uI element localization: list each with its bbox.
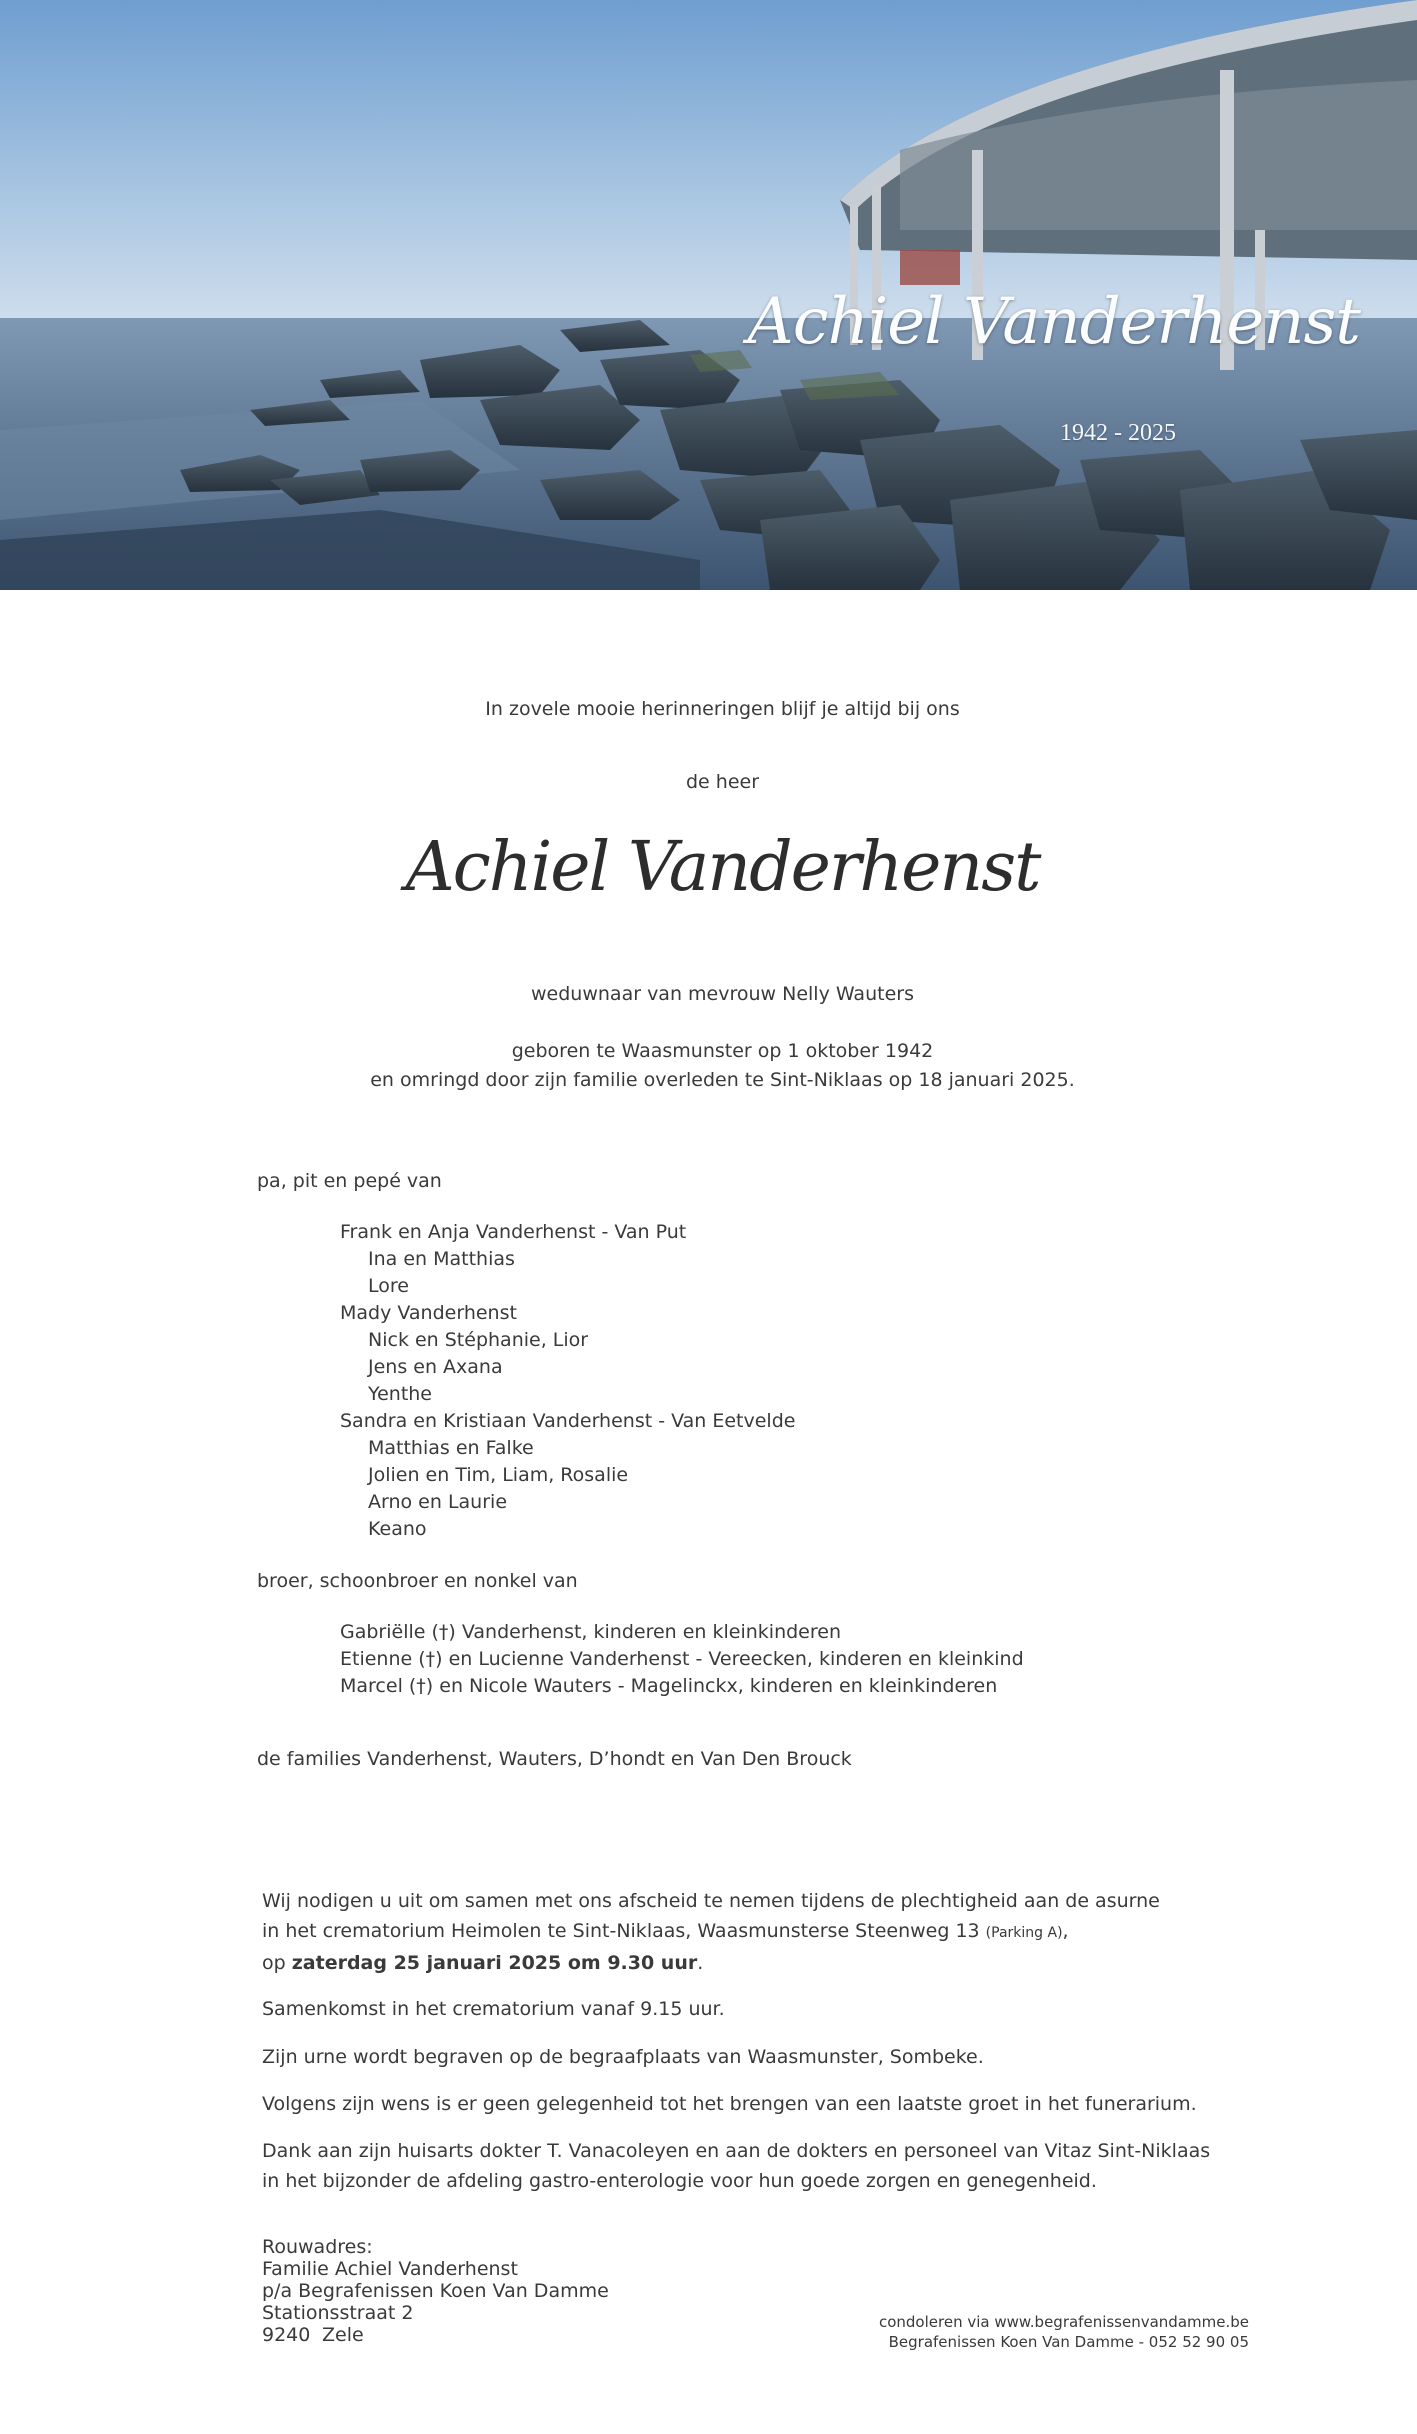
list-item: Keano xyxy=(368,1518,427,1540)
funeral-home-contact: Begrafenissen Koen Van Damme - 052 52 90 05 xyxy=(888,2333,1249,2351)
footer-info xyxy=(879,2312,1249,2352)
thanks-paragraph xyxy=(262,2136,1210,2196)
address-line: Familie Achiel Vanderhenst xyxy=(262,2258,518,2280)
gathering-line: Samenkomst in het crematorium vanaf 9.15 uur. xyxy=(262,1998,725,2020)
address-line: p/a Begrafenissen Koen Van Damme xyxy=(262,2280,609,2302)
deceased-name: Achiel Vanderhenst xyxy=(405,828,1040,907)
thanks-line-2: in het bijzonder de afdeling gastro-enterologie voor hun goede zorgen en genegenheid. xyxy=(262,2170,1097,2192)
children-list xyxy=(340,1219,795,1543)
header-photo xyxy=(0,0,1417,590)
death-line: en omringd door zijn familie overleden te Sint-Niklaas op 18 januari 2025. xyxy=(370,1069,1075,1091)
invitation-line-3: op zaterdag 25 januari 2025 om 9.30 uur. xyxy=(262,1952,704,1974)
salutation: de heer xyxy=(685,771,760,793)
hero-name: Achiel Vanderhenst xyxy=(747,285,1360,359)
address-city: 9240 Zele xyxy=(262,2324,364,2346)
children-heading: pa, pit en pepé van xyxy=(257,1170,442,1192)
widower-line: weduwnaar van mevrouw Nelly Wauters xyxy=(531,983,914,1005)
mourning-address xyxy=(262,2236,609,2346)
list-item: Lore xyxy=(368,1275,409,1297)
list-item: Jolien en Tim, Liam, Rosalie xyxy=(368,1464,629,1486)
address-label: Rouwadres: xyxy=(262,2236,373,2258)
list-item: Ina en Matthias xyxy=(368,1248,515,1270)
thanks-line-1: Dank aan zijn huisarts dokter T. Vanacoleyen en aan de dokters en personeel van Vitaz Sint-Niklaas xyxy=(262,2140,1211,2162)
list-item: Frank en Anja Vanderhenst - Van Put xyxy=(340,1221,687,1243)
invitation-line-2: in het crematorium Heimolen te Sint-Niklaas, Waasmunsterse Steenweg 13 (Parking A), xyxy=(262,1920,1069,1942)
wish-line: Volgens zijn wens is er geen gelegenheid tot het brengen van een laatste groet in het funerarium. xyxy=(262,2093,1197,2115)
hero-years: 1942 - 2025 xyxy=(1060,420,1176,446)
condolence-link[interactable]: condoleren via www.begrafenissenvandamme.be xyxy=(878,2313,1249,2331)
list-item: Marcel (†) en Nicole Wauters - Magelinckx, kinderen en kleinkinderen xyxy=(340,1675,998,1697)
list-item: Etienne (†) en Lucienne Vanderhenst - Vereecken, kinderen en kleinkind xyxy=(340,1648,1024,1670)
families-line: de families Vanderhenst, Wauters, D’hondt en Van Den Brouck xyxy=(257,1748,852,1770)
urn-line: Zijn urne wordt begraven op de begraafplaats van Waasmunster, Sombeke. xyxy=(262,2046,984,2068)
siblings-heading: broer, schoonbroer en nonkel van xyxy=(257,1570,578,1592)
list-item: Arno en Laurie xyxy=(368,1491,508,1513)
motto: In zovele mooie herinneringen blijf je altijd bij ons xyxy=(485,698,960,720)
ceremony-invitation xyxy=(262,1886,1160,1978)
list-item: Matthias en Falke xyxy=(368,1437,534,1459)
address-street: Stationsstraat 2 xyxy=(262,2302,414,2324)
list-item: Nick en Stéphanie, Lior xyxy=(368,1329,589,1351)
list-item: Sandra en Kristiaan Vanderhenst - Van Eetvelde xyxy=(340,1410,796,1432)
list-item: Jens en Axana xyxy=(368,1356,503,1378)
invitation-line-1: Wij nodigen u uit om samen met ons afscheid te nemen tijdens de plechtigheid aan de asurne xyxy=(262,1890,1160,1912)
birth-line: geboren te Waasmunster op 1 oktober 1942 xyxy=(511,1040,934,1062)
list-item: Yenthe xyxy=(368,1383,432,1405)
list-item: Mady Vanderhenst xyxy=(340,1302,517,1324)
list-item: Gabriëlle (†) Vanderhenst, kinderen en kleinkinderen xyxy=(340,1621,841,1643)
siblings-list xyxy=(340,1619,1024,1700)
